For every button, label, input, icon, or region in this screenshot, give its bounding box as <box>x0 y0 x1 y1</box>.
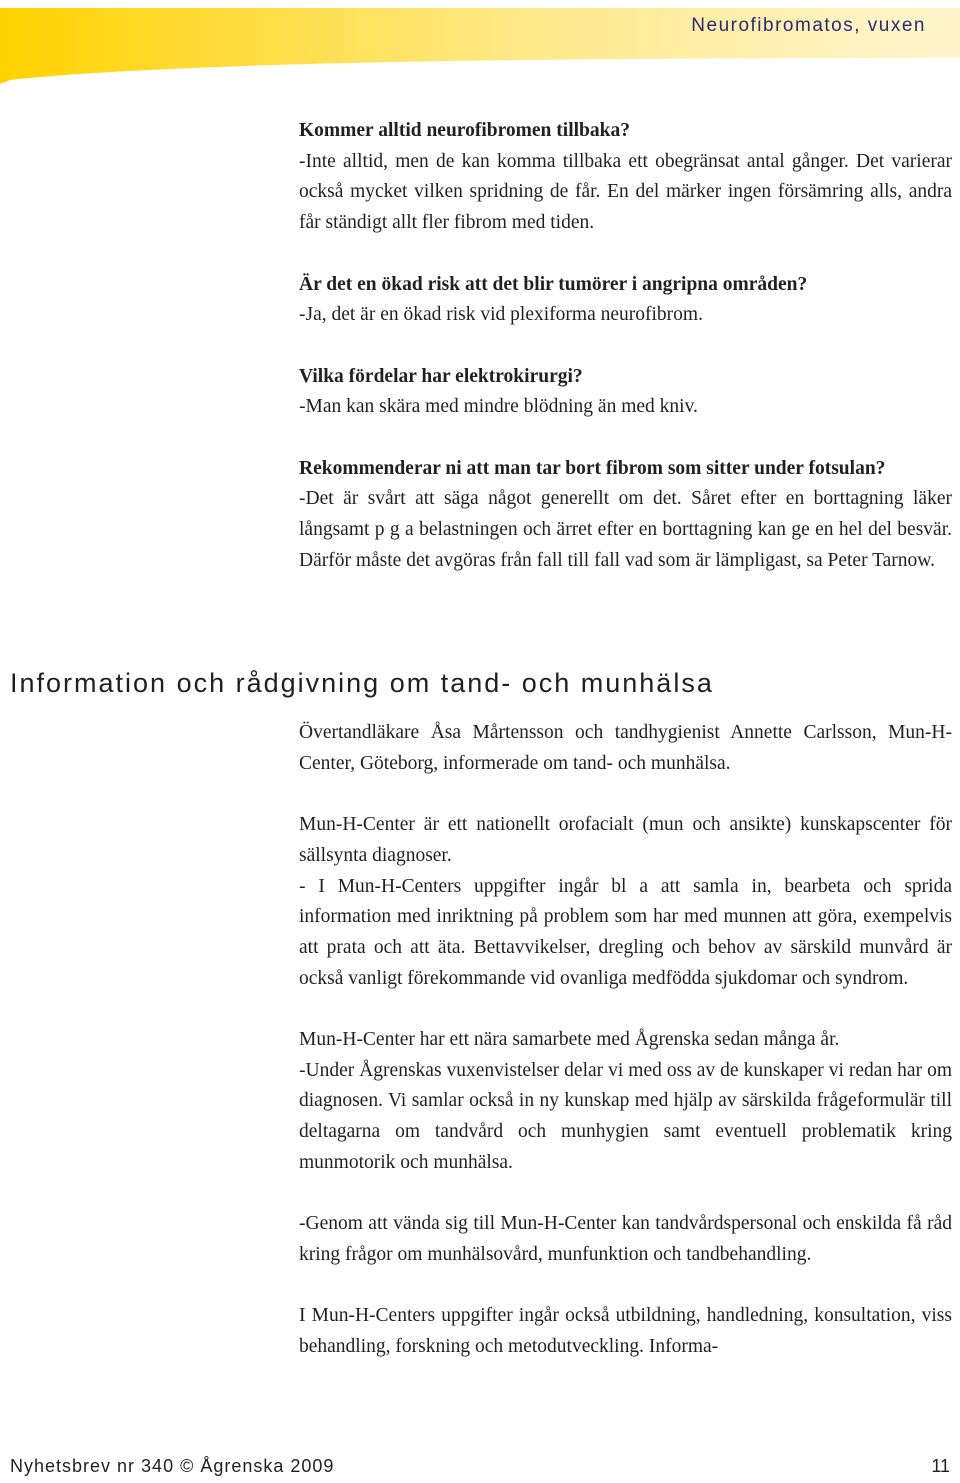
answer-3: -Man kan skära med mindre blödning än med kniv. <box>299 396 698 418</box>
section-heading: Information och rådgivning om tand- och munhälsa <box>10 668 714 698</box>
running-header-title: Neurofibromatos, vuxen <box>691 15 926 36</box>
question-2: Är det en ökad risk att det blir tumörer i angripna områden? <box>299 273 808 295</box>
section-paragraph-5: -Genom att vända sig till Mun-H-Center kan tandvårdspersonal och enskilda få råd kring frågor om munhälsovård, munfunktion och tandbehandling. <box>299 1213 952 1265</box>
dental-section <box>299 718 952 1363</box>
qa-section <box>299 116 952 577</box>
section-paragraph-6: I Mun-H-Centers uppgifter ingår också utbildning, handledning, konsultation, viss behandling, forskning och metodutveckling. Informa- <box>299 1305 952 1357</box>
section-paragraph-1: Mun-H-Center är ett nationellt orofacialt (mun och ansikte) kunskapscenter för sällsynta diagnoser. <box>299 814 952 866</box>
answer-2: -Ja, det är en ökad risk vid plexiforma neurofibrom. <box>299 304 703 326</box>
section-paragraph-3: Mun-H-Center har ett nära samarbete med Ågrenska sedan många år. <box>299 1029 840 1050</box>
section-paragraph-4: -Under Ågrenskas vuxenvistelser delar vi med oss av de kunskaper vi redan har om diagnosen. Vi samlar också in ny kunskap med hjälp av särskilda frågeformulär till deltagarna om tandvård och munhygien samt eventuell problematik kring munmotorik och munhälsa. <box>299 1059 952 1173</box>
question-4: Rekommenderar ni att man tar bort fibrom som sitter under fotsulan? <box>299 457 886 479</box>
footer-publication: Nyhetsbrev nr 340 © Ågrenska 2009 <box>10 1456 335 1476</box>
section-intro: Övertandläkare Åsa Mårtensson och tandhygienist Annette Carlsson, Mun-H-Center, Göteborg, informerade om tand- och munhälsa. <box>299 722 952 774</box>
header-banner <box>0 0 960 90</box>
question-1: Kommer alltid neurofibromen tillbaka? <box>299 120 630 141</box>
answer-1: -Inte alltid, men de kan komma tillbaka ett obegränsat antal gånger. Det varierar också mycket vilken spridning de får. En del märker ingen försämring alls, andra får ständigt allt fler fibrom med tiden. <box>299 150 952 234</box>
page-number: 11 <box>931 1456 950 1476</box>
answer-4: -Det är svårt att säga något generellt om det. Såret efter en borttagning läker långsamt p g a belastningen och ärret efter en borttagning kan ge en hel del besvär. Därför måste det avgöras från fall till fall vad som är lämpligast, sa Peter Tarnow. <box>299 488 952 571</box>
section-paragraph-2: - I Mun-H-Centers uppgifter ingår bl a att samla in, bearbeta och sprida information med inriktning på problem som har med munnen att göra, exempelvis att prata och att äta. Bettavvikelser, dregling och behov av särskild munvård är också vanligt förekommande vid ovanliga medfödda sjukdomar och syndrom. <box>299 875 952 989</box>
question-3: Vilka fördelar har elektrokirurgi? <box>299 365 583 387</box>
